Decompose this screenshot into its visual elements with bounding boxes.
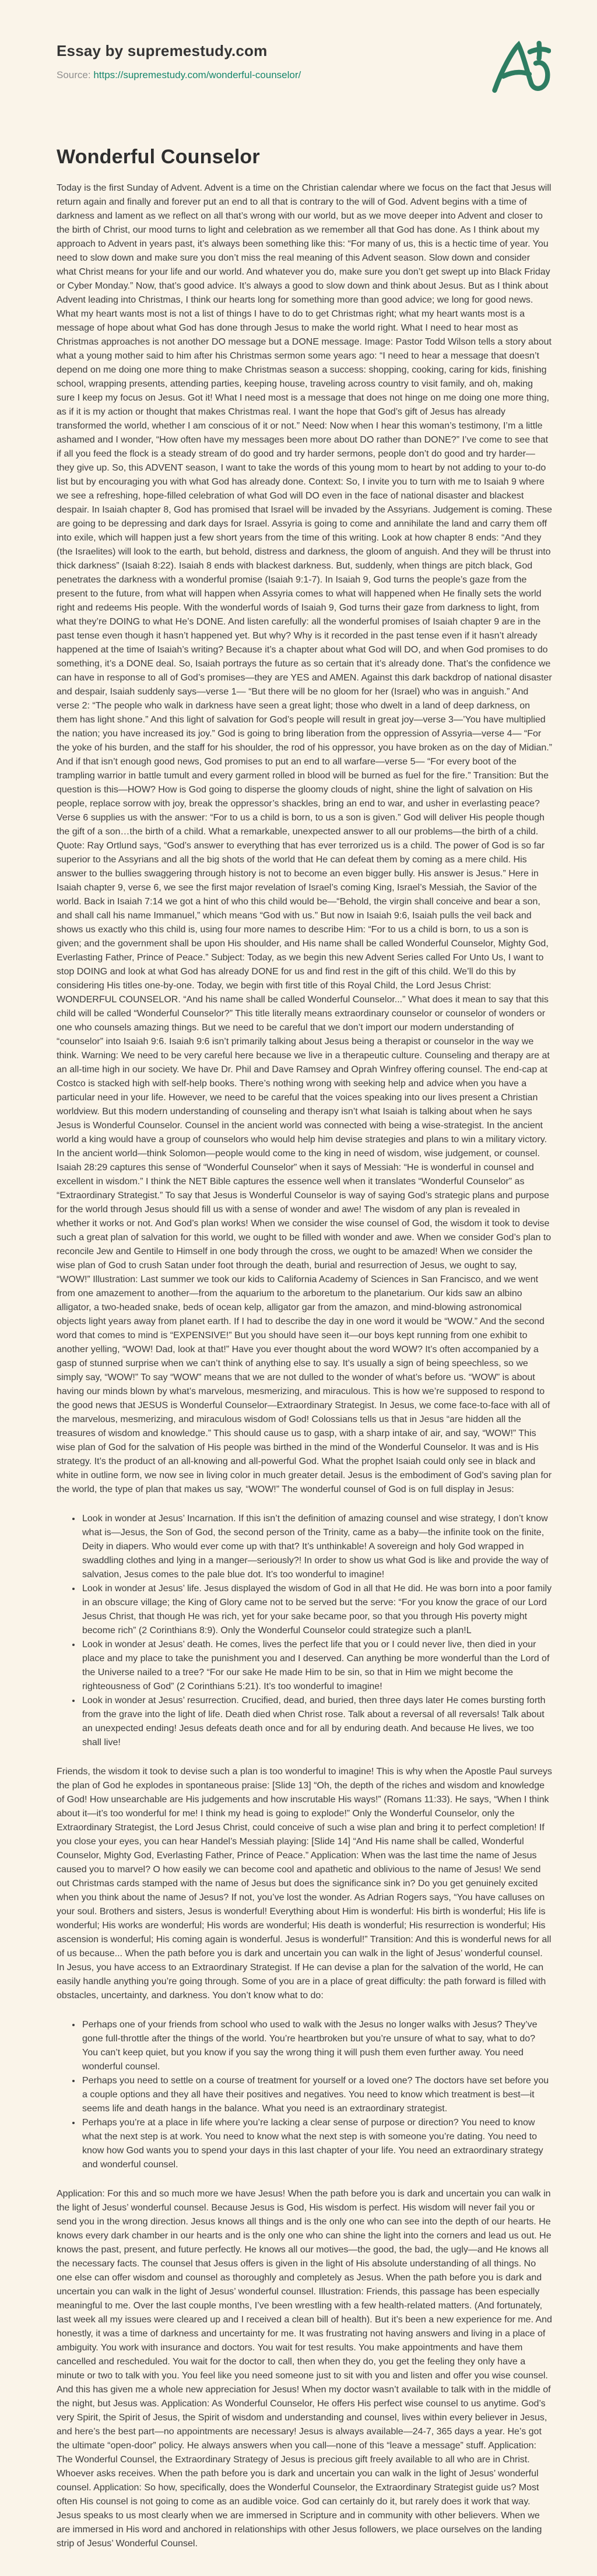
list-item: • Look in wonder at Jesus’ life. Jesus displayed the wisdom of God in all that He did. He was born into a poor family in an obscure village; the King of Glory came not to be served but the serve: “For you know the grace of our Lord Jesus Christ, that though He was rich, yet for your sake became poor, so that you through His poverty might become rich” (2 Corinthians 8:9). Only the Wonderful Counselor could strategize such a plan!L [81,1582,552,1638]
header-text [57,42,301,81]
essay-paragraph-2: Friends, the wisdom it took to devise such a plan is too wonderful to imagine! This is why when the Apostle Paul surveys the plan of God he explodes in spontaneous praise: [Slide 13] “Oh, the depth of the riches and wisdom and knowledge of God! How unsearchable are His judgements and how inscrutable His ways!” (Romans 11:33). He says, “When I think about it—it’s too wonderful for me! I think my head is going to explode!” Only the Wonderful Counselor, only the Extraordinary Strategist, the Lord Jesus Christ, could conceive of such a wise plan and bring it to perfect completion! If you close your eyes, you can hear Handel’s Messiah playing: [Slide 14] “And His name shall be called, Wonderful Counselor, Mighty God, Everlasting Father, Prince of Peace.” Application: When was the last time the name of Jesus caused you to marvel? O how easily we can become cool and apathetic and oblivious to the name of Jesus! We send out Christmas cards stamped with the name of Jesus but does the significance sink in? Do you get genuinely excited when you think about the name of Jesus? If not, you’ve lost the wonder. As Adrian Rogers says, “You have calluses on your soul. Brothers and sisters, Jesus is wonderful! Everything about Him is wonderful: His birth is wonderful; His life is wonderful; His works are wonderful; His words are wonderful; His death is wonderful; His resurrection is wonderful; His ascension is wonderful; His coming again is wonderful. Jesus is wonderful!” Transition: And this is wonderful news for all of us because... When the path before you is dark and uncertain you can walk in the light of Jesus’ wonderful counsel. In Jesus, you have access to an Extraordinary Strategist. If He can devise a plan for the salvation of the world, He can easily handle anything you’re going through. Some of you are in a place of great difficulty: the path forward is filled with obstacles, uncertainty, and darkness. You don’t know what to do: [57,1767,552,2001]
perhaps-situations-list [57,2018,552,2172]
essay-title: Wonderful Counselor [57,146,260,168]
list-item: • Look in wonder at Jesus’ resurrection. Crucified, dead, and buried, then three days later He comes bursting forth from the grave into the light of life. Death died when Christ rose. Talk about a reversal of all reversals! Talk about an unexpected ending! Jesus defeats death once and for all by enduring death. And because He lives, we too shall live! [81,1694,552,1750]
list-item: • Look in wonder at Jesus’ Incarnation. If this isn’t the definition of amazing counsel and wise strategy, I don’t know what is—Jesus, the Son of God, the second person of the Trinity, came as a baby—the infinite took on the finite, Deity in diapers. Who would ever come up with that? It’s unthinkable! A sovereign and holy God wrapped in swaddling clothes and lying in a manger—seriously?! In order to show us what God is like and provide the way of salvation, Jesus comes to the pale blue dot. It’s too wonderful to imagine! [81,1512,552,1582]
list-item: • Look in wonder at Jesus’ death. He comes, lives the perfect life that you or I could never live, then died in your place and my place to take the punishment you and I deserved. Can anything be more wonderful than the Lord of the Universe nailed to a tree? “For our sake He made Him to be sin, so that in Him we might become the righteousness of God” (2 Corinthians 5:21). It’s too wonderful to imagine! [81,1638,552,1694]
essay-paragraph-3: Application: For this and so much more we have Jesus! When the path before you is dark and uncertain you can walk in the light of Jesus’ wonderful counsel. Because Jesus is God, His wisdom is perfect. His wisdom will never fail you or send you in the wrong direction. Jesus knows all things and is the only one who can see into the depth of our hearts. He knows every dark chamber in our hearts and is the only one who can shine the light into the corners and lead us out. He knows the past, present, and future perfectly. He knows all our motives—the good, the bad, the ugly—and He knows all the necessary facts. The counsel that Jesus offers is given in the light of His absolute understanding of all things. No one else can offer wisdom and counsel as thoroughly and completely as Jesus. When the path before you is dark and uncertain you can walk in the light of Jesus’ wonderful counsel. Illustration: Friends, this passage has been especially meaningful to me. Over the last couple months, I’ve been wrestling with a few health-related matters. (And fortunately, last week all my issues were cleared up and I received a clean bill of health). But it’s been a new experience for me. And honestly, it was a time of darkness and uncertainty for me. It was frustrating not having answers and living in a place of ambiguity. You work with insurance and doctors. You wait for test results. You make appointments and have them cancelled and rescheduled. You wait for the doctor to call, then when they do, you get the feeling they only have a minute or two to talk with you. You feel like you need someone just to sit with you and listen and offer you wise counsel. And this has given me a whole new appreciation for Jesus! When my doctor wasn’t available to talk with in the middle of the night, but Jesus was. Application: As Wonderful Counselor, He offers His perfect wise counsel to us anytime. God’s very Spirit, the Spirit of Jesus, the Spirit of wisdom and understanding and counsel, lives within every believer in Jesus, and here’s the best part—no appointments are necessary! Jesus is always available—24-7, 365 days a year. He’s got the ultimate “open-door” policy. He always answers when you call—none of this “leave a message” stuff. Application: The Wonderful Counsel, the Extraordinary Strategy of Jesus is precious gift freely available to all who are in Christ. Whoever asks receives. When the path before you is dark and uncertain you can walk in the light of Jesus’ wonderful counsel. Application: So how, specifically, does the Wonderful Counselor, the Extraordinary Strategist guide us? Most often His counsel is not going to come as an audible voice. God can certainly do it, but rarely does it work that way. Jesus speaks to us most clearly when we are immersed in Scripture and in community with other believers. When we are immersed in His word and anchored in relationships with other Jesus followers, we place ourselves on the landing strip of Jesus’ Wonderful Counsel. [57,2189,552,2549]
list-item: • Perhaps one of your friends from school who used to walk with the Jesus no longer walks with Jesus? They’ve gone full-throttle after the things of the world. You’re heartbroken but you’re unsure of what to say, what to do? You can’t keep quiet, but you know if you say the wrong thing it will push them even further away. You need wonderful counsel. [81,2018,552,2074]
source-line [57,69,301,81]
header-brand: Essay by supremestudy.com [57,42,268,59]
a-plus-logo-icon [490,38,551,96]
wonder-at-jesus-list [57,1512,552,1750]
essay-paragraph-1: Today is the first Sunday of Advent. Advent is a time on the Christian calendar where we focus on the fact that Jesus will return again and finally and forever put an end to all that is contrary to the will of God. Advent begins with a time of darkness and lament as we reflect on all that’s wrong with our world, but as we move deeper into Advent and closer to the birth of Christ, our mood turns to light and celebration as we remember all that God has done. As I think about my approach to Advent in years past, it’s always been something like this: “For many of us, this is a hectic time of year. You need to slow down and make sure you don’t miss the real meaning of this Advent season. Slow down and consider what Christ means for your life and our world. And whatever you do, make sure you don’t get swept up into Black Friday or Cyber Monday.” Now, that’s good advice. It’s always a good to slow down and think about Jesus. But as I think about Advent leading into Christmas, I think our hearts long for something more than good advice; we long for good news. What my heart wants most is not a list of things I have to do to get Christmas right; what my heart wants most is a message of hope about what God has done through Jesus to make the world right. What I need to hear most as Christmas approaches is not another DO message but a DONE message. Image: Pastor Todd Wilson tells a story about what a young mother said to him after his Christmas sermon some years ago: “I need to hear a message that doesn’t depend on me doing one more thing to make Christmas season a success: shopping, cooking, caring for kids, finishing school, wrapping presents, attending parties, keeping house, traveling across country to visit family, and oh, making sure I keep my focus on Jesus. Got it! What I need most is a message that does not hinge on me doing one more thing, as if it is my action or thought that makes Christmas real. I want the hope that God’s gift of Jesus has already transformed the world, whether I am conscious of it or not.” Need: Now when I hear this woman’s testimony, I’m a little ashamed and I wonder, “How often have my messages been more about DO rather than DONE?” I’ve come to see that if all you feed the flock is a steady stream of do good and try harder sermons, people don’t do good and try harder—they give up. So, this ADVENT season, I want to take the words of this young mom to heart by not adding to your to-do list but by encouraging you with what God has already done. Context: So, I invite you to turn with me to Isaiah 9 where we see a refreshing, hope-filled celebration of what God will DO even in the face of national disaster and blackest despair. In Isaiah chapter 8, God has promised that Israel will be invaded by the Assyrians. Judgement is coming. These are going to be depressing and dark days for Israel. Assyria is going to come and annihilate the land and carry them off into exile, which will happen just a few short years from the time of this writing. Look at how chapter 8 ends: “And they (the Israelites) will look to the earth, but behold, distress and darkness, the gloom of anguish. And they will be thrust into thick darkness” (Isaiah 8:22). Isaiah 8 ends with blackest darkness. But, suddenly, when things are pitch black, God penetrates the darkness with a wonderful promise (Isaiah 9:1-7). In Isaiah 9, God turns the people’s gaze from the present to the future, from what will happen when Assyria comes to what will happened when He finally sets the world right and redeems His people. With the wonderful words of Isaiah 9, God turns their gaze from darkness to light, from what they’re DOING to what He’s DONE. And listen carefully: all the wonderful promises of Isaiah chapter 9 are in the past tense even though it hasn’t happened yet. But why? Why is it recorded in the past tense even if it hasn’t already happened at the time of Isaiah’s writing? Because it’s a chapter about what God will DO, and when God promises to do something, it’s a DONE deal. So, Isaiah portrays the future as so certain that it’s already done. That’s the confidence we can have in response to all of God’s promises—they are YES and AMEN. Against this dark backdrop of national disaster and despair, Isaiah suddenly says—verse 1— “But there will be no gloom for her (Israel) who was in anguish.” And verse 2: “The people who walk in darkness have seen a great light; those who dwelt in a land of deep darkness, on them has light shone.” And this light of salvation for God’s people will result in great joy—verse 3—’You have multiplied the nation; you have increased its joy.” God is going to bring liberation from the oppression of Assyria—verse 4— “For the yoke of his burden, and the staff for his shoulder, the rod of his oppressor, you have broken as on the day of Midian.” And if that isn’t enough good news, God promises to put an end to all warfare—verse 5— “For every boot of the trampling warrior in battle tumult and every garment rolled in blood will be burned as fuel for the fire.” Transition: But the question is this—HOW? How is God going to disperse the gloomy clouds of night, shine the light of salvation on His people, replace sorrow with joy, break the oppressor’s shackles, bring an end to war, and usher in everlasting peace? Verse 6 supplies us with the answer: “For to us a child is born, to us a son is given.” God will deliver His people though the gift of a son…the birth of a child. What a remarkable, unexpected answer to all our problems—the birth of a child. Quote: Ray Ortlund says, “God’s answer to everything that has ever terrorized us is a child. The power of God is so far superior to the Assyrians and all the big shots of the world that He can defeat them by coming as a mere child. His answer to the bullies swaggering through history is not to become an even bigger bully. His answer is Jesus.” Here in Isaiah chapter 9, verse 6, we see the first major revelation of Israel’s coming King, Israel’s Messiah, the Savior of the world. Back in Isaiah 7:14 we got a hint of who this child would be—“Behold, the virgin shall conceive and bear a son, and shall call his name Immanuel,” which means “God with us.” But now in Isaiah 9:6, Isaiah pulls the veil back and shows us exactly who this child is, using four more names to describe Him: “For to us a child is born, to us a son is given; and the government shall be upon His shoulder, and His name shall be called Wonderful Counselor, Mighty God, Everlasting Father, Prince of Peace.” Subject: Today, as we begin this new Advent Series called For Unto Us, I want to stop DOING and look at what God has already DONE for us and find rest in the gift of this child. We’ll do this by considering His titles one-by-one. Today, we begin with first title of this Royal Child, the Lord Jesus Christ: WONDERFUL COUNSELOR. “And his name shall be called Wonderful Counselor...” What does it mean to say that this child will be called “Wonderful Counselor?” This title literally means extraordinary counselor or counselor of wonders or one who counsels amazing things. But we need to be careful that we don’t import our modern understanding of “counselor” into Isaiah 9:6. Isaiah 9:6 isn’t primarily talking about Jesus being a therapist or counselor in the way we think. Warning: We need to be very careful here because we live in a therapeutic culture. Counseling and therapy are at an all-time high in our society. We have Dr. Phil and Dave Ramsey and Oprah Winfrey offering counsel. The end-cap at Costco is stacked high with self-help books. There’s nothing wrong with seeking help and advice when you have a particular need in your life. However, we need to be careful that the voices speaking into our lives present a Christian worldview. But this modern understanding of counseling and therapy isn’t what Isaiah is talking about when he says Jesus is Wonderful Counselor. Counsel in the ancient world was connected with being a wise-strategist. In the ancient world a king would have a group of counselors who would help him devise strategies and plans to win a military victory. In the ancient world—think Solomon—people would come to the king in need of wisdom, wise judgement, or counsel. Isaiah 28:29 captures this sense of “Wonderful Counselor” when it says of Messiah: “He is wonderful in counsel and excellent in wisdom.” I think the NET Bible captures the essence well when it translates “Wonderful Counselor” as “Extraordinary Strategist.” To say that Jesus is Wonderful Counselor is way of saying God’s strategic plans and purpose for the world through Jesus should fill us with a sense of wonder and awe! The wisdom of any plan is revealed in whether it works or not. And God’s plan works! When we consider the wise counsel of God, the wisdom it took to devise such a great plan of salvation for this world, we ought to be filled with wonder and awe. When we consider God’s plan to reconcile Jew and Gentile to Himself in one body through the cross, we ought to be amazed! When we consider the wise plan of God to crush Satan under foot through the death, burial and resurrection of Jesus, we ought to say, “WOW!” Illustration: Last summer we took our kids to California Academy of Sciences in San Francisco, and we went from one amazement to another—from the aquarium to the arboretum to the planetarium. Our kids saw an albino alligator, a two-headed snake, beds of ocean kelp, alligator gar from the amazon, and mind-blowing astronomical objects light years away from planet earth. If I had to describe the day in one word it would be “WOW.” And the second word that comes to mind is “EXPENSIVE!” But you should have seen it—our boys kept running from one exhibit to another yelling, “WOW! Dad, look at that!” Have you ever thought about the word WOW? It’s often accompanied by a gasp of stunned surprise when we can’t think of anything else to say. It’s usually a sign of being speechless, so we simply say, “WOW!” To say “WOW” means that we are not dulled to the wonder of what’s before us. “WOW” is about having our minds blown by what’s marvelous, mesmerizing, and miraculous. This is how we’re supposed to respond to the good news that JESUS is Wonderful Counselor—Extraordinary Strategist. In Jesus, we come face-to-face with all of the marvelous, mesmerizing, and miraculous wisdom of God! Colossians tells us that in Jesus “are hidden all the treasures of wisdom and knowledge.” This should cause us to gasp, with a sharp intake of air, and say, “WOW!” This wise plan of God for the salvation of His people was birthed in the mind of the Wonderful Counselor. It was and is His strategy. It’s the product of an all-knowing and all-powerful God. What the prophet Isaiah could only see in black and white in outline form, we now see in living color in much greater detail. Jesus is the embodiment of God’s saving plan for the world, the type of plan that makes us say, “WOW!” The wonderful counsel of God is on full display in Jesus: [57,183,553,1494]
site-header [57,42,552,96]
source-url-text: https://supremestudy.com/wonderful-counselor/ [93,69,301,80]
source-link[interactable] [93,69,301,80]
list-item: • Perhaps you need to settle on a course of treatment for yourself or a loved one? The doctors have set before you a couple options and they all have their positives and negatives. You need to know which treatment is best—it seems life and death hangs in the balance. What you need is an extraordinary strategist. [81,2074,552,2116]
source-label: Source: [57,69,91,80]
list-item: • Perhaps you’re at a place in life where you’re lacking a clear sense of purpose or direction? You need to know what the next step is at work. You need to know what the next step is with someone you’re dating. You need to know how God wants you to spend your days in this last chapter of your life. You need an extraordinary strategy and wonderful counsel. [81,2116,552,2172]
